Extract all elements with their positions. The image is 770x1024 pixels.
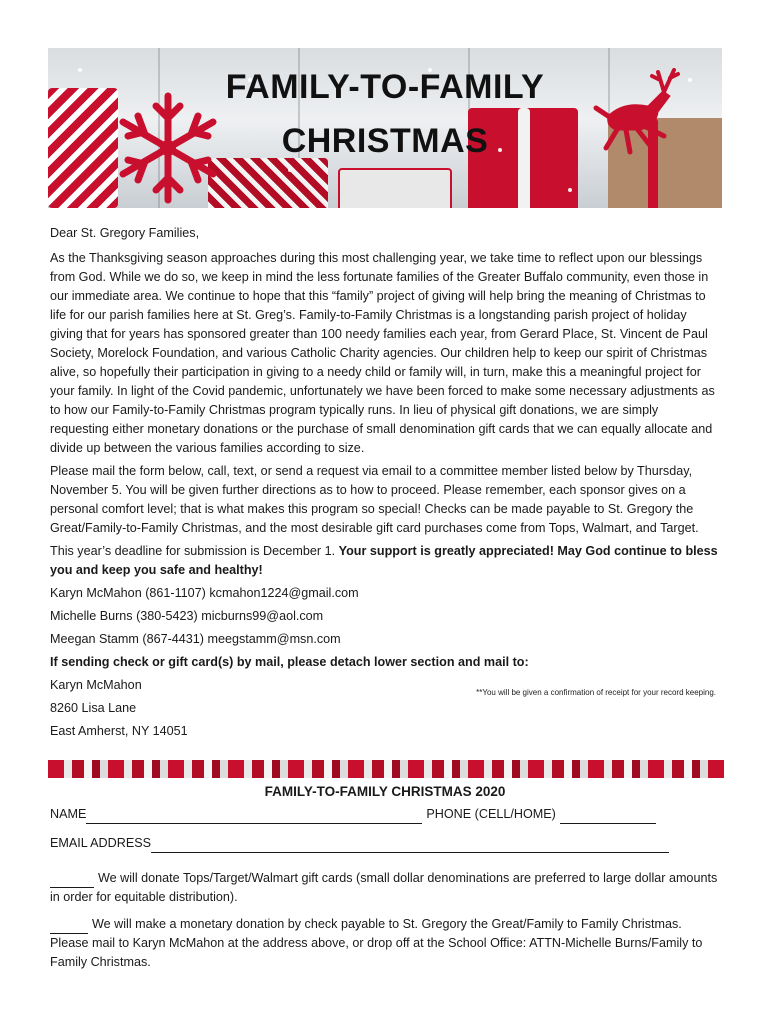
monetary-option-text: We will make a monetary donation by check payable to St. Gregory the Great/Family to Family Christmas. Please mail to Karyn McMahon at the address above, or drop off at the School Office: ATTN-Michelle Burns/Family to Family Christmas. (50, 917, 703, 969)
banner-title-line1: FAMILY-TO-FAMILY (225, 68, 545, 106)
contact-karyn: Karyn McMahon (861-1107) kcmahon1224@gmail.com (50, 586, 359, 600)
gift-card-option (50, 869, 720, 907)
address-line-1: Karyn McMahon (50, 678, 142, 692)
email-label: EMAIL ADDRESS (50, 836, 152, 850)
banner-title (48, 60, 722, 168)
phone-field[interactable] (560, 809, 656, 824)
monetary-checkbox-line[interactable] (50, 919, 88, 934)
deadline-paragraph (50, 542, 720, 580)
name-label: NAME (50, 807, 87, 821)
name-phone-row (50, 805, 720, 824)
monetary-option (50, 915, 720, 972)
phone-label: PHONE (CELL/HOME) (426, 807, 556, 821)
deadline-text: This year’s deadline for submission is December 1. (50, 544, 339, 558)
banner-title-line2: CHRISTMAS (281, 122, 489, 160)
letter-body (50, 224, 720, 745)
email-row (50, 834, 720, 853)
name-field[interactable] (86, 809, 422, 824)
header-banner (48, 48, 722, 208)
gift-card-checkbox-line[interactable] (50, 873, 94, 888)
mail-heading: If sending check or gift card(s) by mail, please detach lower section and mail to: (50, 655, 529, 669)
gift-box (338, 168, 452, 208)
receipt-note: **You will be given a confirmation of receipt for your record keeping. (476, 688, 716, 697)
form-title: FAMILY-TO-FAMILY CHRISTMAS 2020 (264, 784, 506, 799)
donation-form (50, 780, 720, 972)
email-field[interactable] (151, 838, 669, 853)
address-line-2: 8260 Lisa Lane (50, 701, 137, 715)
contact-list (50, 584, 720, 649)
address-line-3: East Amherst, NY 14051 (50, 724, 188, 738)
letter-paragraph-1: As the Thanksgiving season approaches during this most challenging year, we take time to reflect upon our blessings from God. While we do so, we keep in mind the less fortunate families of the Greater Buffalo community, even those in our immediate area. We continue to hope that this “family” project of giving will help bring the meaning of Christmas to life for our parish families here at St. Greg’s. Family-to-Family Christmas is a longstanding parish project of holiday giving that for years has sponsored greater than 100 needy families each year, from Gerard Place, St. Vincent de Paul Society, Morelock Foundation, and various Catholic Charity agencies. Our children help to keep our spirit of Christmas alive, so hopefully their participation in giving to a needy child or family will, in turn, make this a meaningful project for your family. In light of the Covid pandemic, unfortunately we have been forced to make some necessary adjustments as to how our Family-to-Family Christmas program typically runs. In lieu of physical gift donations, we are simply requesting either monetary donations or the purchase of small denomination gift cards that we can equally allocate and divide up between the various families according to size. (50, 251, 715, 455)
gift-card-option-text: We will donate Tops/Target/Walmart gift cards (small dollar denominations are preferred to large dollar amounts in order for equitable distribution). (50, 871, 718, 904)
detach-divider (48, 760, 724, 778)
mail-instructions (50, 653, 720, 741)
letter-paragraph-2: Please mail the form below, call, text, or send a request via email to a committee member listed below by Thursday, November 5. You will be given further directions as to how to proceed. Please remember, each sponsor gives on a personal comfort level; that is what makes this program so special! Checks can be made payable to St. Gregory the Great/Family-to-Family Christmas, and the most desirable gift card purchases come from Tops, Walmart, and Target. (50, 464, 699, 535)
contact-meegan: Meegan Stamm (867-4431) meegstamm@msn.com (50, 632, 341, 646)
contact-michelle: Michelle Burns (380-5423) micburns99@aol.com (50, 609, 324, 623)
blessing-text: Your support is greatly appreciated! May God continue to bless you and keep you safe and healthy! (50, 544, 718, 577)
greeting: Dear St. Gregory Families, (50, 226, 200, 240)
